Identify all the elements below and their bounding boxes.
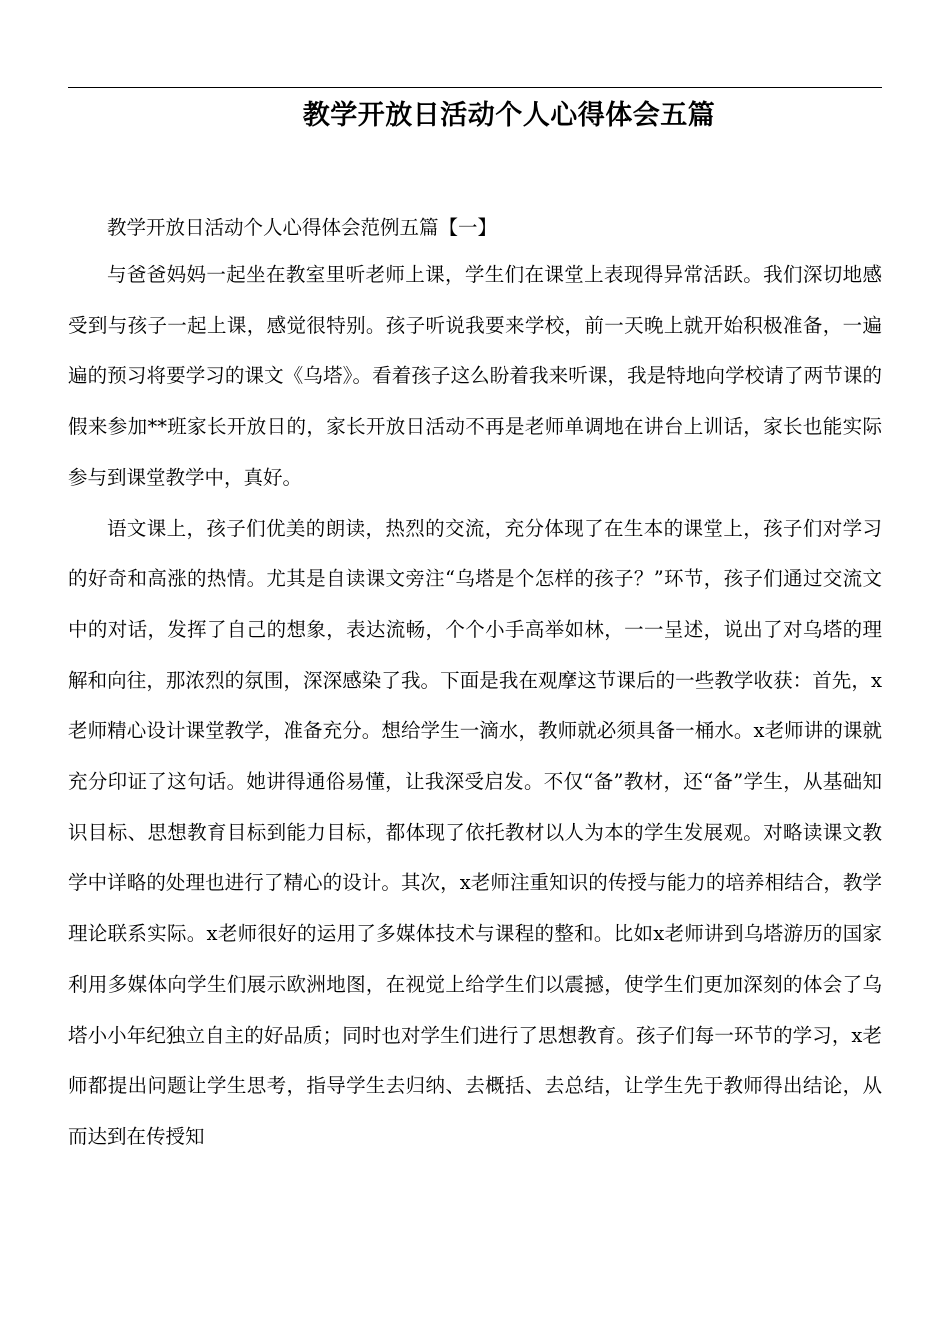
section-heading: 教学开放日活动个人心得体会范例五篇【一】 <box>107 216 498 239</box>
header-rule <box>68 87 882 88</box>
document-title: 教学开放日活动个人心得体会五篇 <box>302 100 716 131</box>
body-paragraph-2: 语文课上，孩子们优美的朗读，热烈的交流，充分体现了在生本的课堂上，孩子们对学习的好奇和高涨的热情。尤其是自读课文旁注“乌塔是个怎样的孩子？”环节，孩子们通过交流文中的对话，发挥了自己的想象，表达流畅，个个小手高举如林，一一呈述，说出了对乌塔的理解和向往，那浓烈的氛围，深深感染了我。下面是我在观摩这节课后的一些教学收获：首先，x老师精心设计课堂教学，准备充分。想给学生一滴水，教师就必须具备一桶水。x老师讲的课就充分印证了这句话。她讲得通俗易懂，让我深受启发。不仅“备”教材，还“备”学生，从基础知识目标、思想教育目标到能力目标，都体现了依托教材以人为本的学生发展观。对略读课文教学中详略的处理也进行了精心的设计。其次，x老师注重知识的传授与能力的培养相结合，教学理论联系实际。x老师很好的运用了多媒体技术与课程的整和。比如x老师讲到乌塔游历的国家利用多媒体向学生们展示欧洲地图，在视觉上给学生们以震撼，使学生们更加深刻的体会了乌塔小小年纪独立自主的好品质；同时也对学生们进行了思想教育。孩子们每一环节的学习，x老师都提出问题让学生思考，指导学生去归纳、去概括、去总结，让学生先于教师得出结论，从而达到在传授知 <box>68 516 882 1148</box>
body-paragraph-1: 与爸爸妈妈一起坐在教室里听老师上课，学生们在课堂上表现得异常活跃。我们深切地感受到与孩子一起上课，感觉很特别。孩子听说我要来学校，前一天晚上就开始积极准备，一遍遍的预习将要学习的课文《乌塔》。看着孩子这么盼着我来听课，我是特地向学校请了两节课的假来参加**班家长开放日的，家长开放日活动不再是老师单调地在讲台上训话，家长也能实际参与到课堂教学中，真好。 <box>68 263 882 489</box>
document-body <box>68 208 882 1163</box>
